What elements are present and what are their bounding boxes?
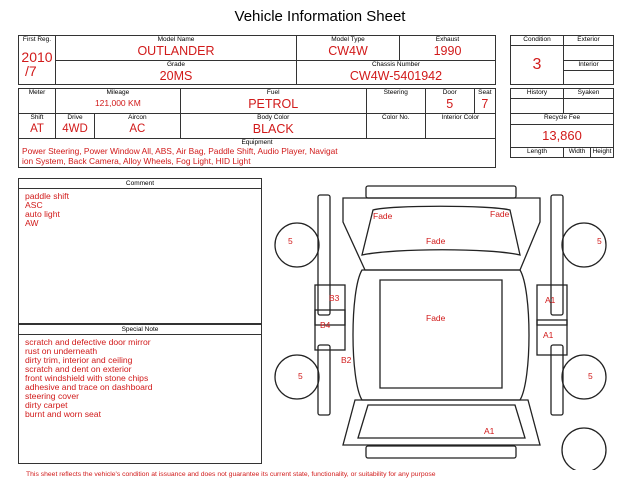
recycle-fee-label: Recycle Fee xyxy=(543,114,581,122)
condition-table xyxy=(510,35,614,85)
mark-b4: B4 xyxy=(320,320,331,330)
steering-label: Steering xyxy=(383,89,408,96)
interior-color-label: Interior Color xyxy=(441,114,480,121)
color-no-label: Color No. xyxy=(382,114,410,121)
condition-interior-label: Interior xyxy=(578,61,599,68)
mileage-label: Mileage xyxy=(106,89,130,96)
comment-line: ASC xyxy=(25,200,43,210)
mark-a1-bottom: A1 xyxy=(484,426,495,436)
model-type-label: Model Type xyxy=(331,36,365,43)
mark-fade-roof: Fade xyxy=(426,313,446,323)
mark-fade-hood: Fade xyxy=(426,236,446,246)
mark-wheel-rear-left: 5 xyxy=(298,371,303,381)
chassis-cell xyxy=(297,61,496,85)
history-label: History xyxy=(526,89,548,96)
first-reg-label: First Reg. xyxy=(22,36,52,43)
special-note-line: scratch and dent on exterior xyxy=(25,364,132,374)
front-bumper xyxy=(366,446,516,458)
special-note-line: scratch and defective door mirror xyxy=(25,337,151,347)
disclaimer-footer: This sheet reflects the vehicle's condition at issuance and does not guarantee its current state, functionality, or suitability for any purpose xyxy=(26,471,436,478)
side-panel-left-lower xyxy=(315,310,345,350)
shift-value: AT xyxy=(30,123,44,135)
spare-tire-icon xyxy=(562,428,606,470)
fuel-label: Fuel xyxy=(266,89,280,96)
comment-label: Comment xyxy=(19,179,261,189)
aircon-label: Aircon xyxy=(128,114,147,121)
drive-value: 4WD xyxy=(62,123,88,135)
mark-fade-front-left: Fade xyxy=(373,211,393,221)
mark-a1-middle: A1 xyxy=(543,330,554,340)
mark-b2: B2 xyxy=(341,355,352,365)
comment-line: AW xyxy=(25,218,39,228)
grade-label: Grade xyxy=(166,61,186,68)
mark-wheel-rear-right: 5 xyxy=(588,371,593,381)
special-note-box xyxy=(18,324,262,464)
length-label: Length xyxy=(527,147,547,155)
wheel-rear-left-icon xyxy=(275,355,319,399)
special-note-line: rust on underneath xyxy=(25,346,98,356)
recycle-fee-value: 13,860 xyxy=(542,128,582,144)
special-note-line: burnt and worn seat xyxy=(25,409,101,419)
first-reg-month: /7 xyxy=(25,63,37,79)
rear-bumper xyxy=(366,186,516,198)
body-color-value: BLACK xyxy=(252,122,294,136)
vehicle-diagram xyxy=(270,180,620,470)
model-type-cell xyxy=(297,36,400,61)
mileage-value: 121,000 KM xyxy=(94,98,141,108)
condition-value: 3 xyxy=(532,56,542,73)
syaken-label: Syaken xyxy=(577,89,600,96)
seat-label: Seat xyxy=(478,89,492,96)
model-type-value: CW4W xyxy=(328,44,368,58)
comment-box xyxy=(18,178,262,324)
chassis-label: Chassis Number xyxy=(371,61,421,68)
body-color-label: Body Color xyxy=(257,114,290,121)
model-name-cell xyxy=(56,36,297,61)
height-label: Height xyxy=(592,147,612,155)
width-label: Width xyxy=(568,147,586,155)
history-table xyxy=(510,88,614,158)
chassis-value: CW4W-5401942 xyxy=(349,69,443,83)
fuel-value: PETROL xyxy=(248,97,299,111)
front-windshield xyxy=(358,405,525,438)
mark-fade-front-right: Fade xyxy=(490,209,510,219)
mark-a1-upper: A1 xyxy=(545,295,556,305)
comment-line: paddle shift xyxy=(25,191,69,201)
roof-panel xyxy=(380,280,502,388)
condition-exterior-label: Exterior xyxy=(577,36,600,43)
first-reg-year: 2010 xyxy=(21,49,53,65)
special-note-line: dirty trim, interior and ceiling xyxy=(25,355,133,365)
shift-label: Shift xyxy=(30,114,44,121)
equipment-label: Equipment xyxy=(241,139,273,146)
special-note-line: adhesive and trace on dashboard xyxy=(25,382,153,392)
exhaust-label: Exhaust xyxy=(435,36,460,43)
special-note-lines xyxy=(19,335,261,419)
comment-line: auto light xyxy=(25,209,60,219)
wheel-rear-right-icon xyxy=(562,355,606,399)
special-note-line: steering cover xyxy=(25,391,79,401)
grade-value: 20MS xyxy=(159,69,193,83)
model-name-label: Model Name xyxy=(157,36,195,43)
model-name-value: OUTLANDER xyxy=(137,44,215,58)
specs-table xyxy=(18,88,496,168)
side-bar-left-bottom xyxy=(318,345,330,415)
rear-body-outline xyxy=(343,198,540,270)
mark-wheel-front-right: 5 xyxy=(597,236,602,246)
comment-lines xyxy=(19,189,261,228)
special-note-line: front windshield with stone chips xyxy=(25,373,149,383)
mark-wheel-front-left: 5 xyxy=(288,236,293,246)
aircon-value: AC xyxy=(129,123,146,135)
exhaust-value: 1990 xyxy=(433,44,462,58)
seat-value: 7 xyxy=(481,97,489,111)
grade-cell xyxy=(56,61,297,85)
exhaust-cell xyxy=(400,36,496,61)
registration-table xyxy=(18,35,496,85)
page-title: Vehicle Information Sheet xyxy=(234,8,406,25)
door-value: 5 xyxy=(446,97,454,111)
wheel-front-left-icon xyxy=(275,223,319,267)
drive-label: Drive xyxy=(67,114,83,121)
special-note-line: dirty carpet xyxy=(25,400,68,410)
door-label: Door xyxy=(442,89,457,96)
first-reg-cell xyxy=(19,36,56,85)
condition-label: Condition xyxy=(523,36,551,43)
equipment-cell xyxy=(19,139,496,168)
equipment-line-1: Power Steering, Power Window All, ABS, Air Bag, Paddle Shift, Audio Player, Navigat xyxy=(22,146,338,156)
equipment-line-2: ion System, Back Camera, Alloy Wheels, Fog Light, HID Light xyxy=(22,155,251,166)
meter-label: Meter xyxy=(28,89,46,96)
special-note-label: Special Note xyxy=(19,325,261,335)
mark-b3: B3 xyxy=(329,293,340,303)
